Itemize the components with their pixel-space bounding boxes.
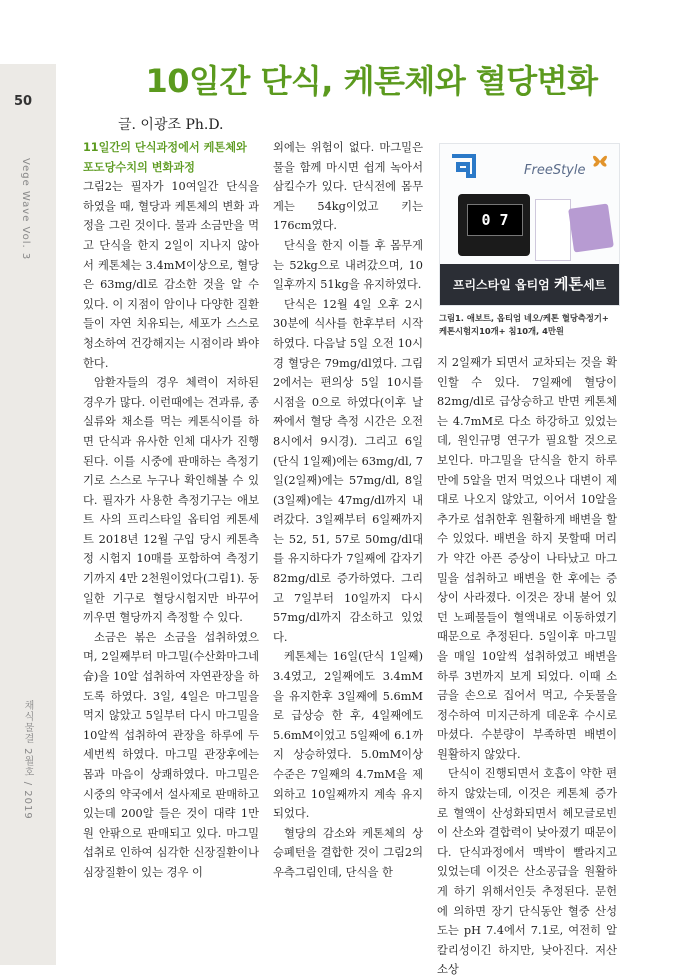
meter-display: 0 7	[467, 204, 523, 236]
subtitle-line-1: 11일간의 단식과정에서 케톤체와	[83, 141, 247, 154]
volume-label: Vege Wave Vol. 3	[20, 158, 31, 261]
paragraph: 단식이 진행되면서 호흡이 약한 편하지 않았는데, 이것은 케톤체 증가로 혈액이 산성화되면서 헤모글로빈이 산소와 결합력이 낮아졌기 때문이다. 단식과정에서 맥박이 빨라지고 있었는데 이것은 산소공급을 원활하게 하기 위해서인듯 추정된다. 문헌에 의하면 장기 단식동안 혈중 산성도는 pH 7.4에서 7.1로, 여전히 알칼리성이긴 하지만, 낮아진다. 저산소상	[437, 767, 617, 977]
caption-line-1: 그림1. 애보트, 옵티엄 네오/케톤 혈당측정기+	[439, 313, 609, 323]
author-byline: 글. 이광조 Ph.D.	[118, 117, 224, 133]
article-title: 10일간 단식, 케톤체와 혈당변화	[145, 62, 598, 100]
subtitle-line-2: 포도당수치의 변화과정	[83, 160, 195, 174]
butterfly-icon	[590, 152, 610, 170]
figure-product-photo	[439, 143, 620, 306]
column-1	[83, 138, 259, 883]
banner-suffix: 세트	[582, 278, 607, 292]
section-subtitle	[83, 138, 259, 177]
figure-caption	[439, 312, 629, 338]
banner-prefix: 프리스타일 옵티엄	[452, 278, 554, 292]
issue-label: 채식물결 2월호 / 2019	[22, 700, 33, 820]
test-strip-box	[535, 199, 571, 261]
paragraph: 암환자들의 경우 체력이 저하된 경우가 많다. 이런때에는 견과류, 종실류와 채소를 먹는 케톤식이를 하면 단식과 유사한 인체 대사가 진행된다. 이를 시중에 판매하는 측정기기로 스스로 누구나 확인해볼 수 있다. 필자가 사용한 측정기구는 애보트 사의 프리스타일 옵티엄 케톤세트 2018년 12월 구입 당시 케톤측정 시험지 10매를 포함하여 측정기기까지 4만 2천원이었다(그림1). 동일한 기구로 혈당시험지만 바꾸어 끼우면 혈당까지 측정할 수 있다.	[83, 376, 259, 625]
column-3	[437, 353, 617, 980]
paragraph: 외에는 위험이 없다. 마그밀은 물을 함께 마시면 쉽게 녹아서 삼킬수가 있다. 단식전에 몸무게는 54kg이었고 키는 176cm였다.	[273, 141, 423, 233]
banner-emphasis: 케톤	[553, 275, 583, 293]
abbott-logo	[450, 154, 476, 178]
paragraph: 단식은 12월 4일 오후 2시 30분에 식사를 한후부터 시작하였다. 다음날 5일 오전 10시경 혈당은 79mg/dl였다. 그림2에서는 편의상 5일 10시를 시점을 0으로 하였다(이후 날짜에서 혈당 측정 시간은 오전 8시에서 9시경). 그리고 6일(단식 1일째)에는 63mg/dl, 7일(2일째)에는 57mg/dl, 8일(3일째)에는 47mg/dl까지 내려갔다. 3일째부터 6일째까지는 52, 51, 57로 50mg/dl대를 유지하다가 7일째에 갑자기 82mg/dl로 증가하였다. 그리고 7일부터 10일까지 다시 57mg/dl까지 감소하고 있었다.	[273, 297, 423, 644]
paragraph: 단식을 한지 이틀 후 몸무게는 52kg으로 내려갔으며, 10일후까지 51kg을 유지하였다.	[273, 238, 423, 292]
margin-top	[0, 0, 56, 64]
paragraph: 그림2는 필자가 10여일간 단식을 하였을 때, 혈당과 케톤체의 변화 과정을 그린 것이다. 물과 소금만을 먹고 단식을 한지 2일이 지나지 않아서 케톤체는 3.4mM이상으로, 혈당은 63mg/dl로 감소한 것을 알 수 있다. 이 지점이 암이나 다양한 질환들이 자연 치유되는, 세포가 스스로 청소하여 건강해지는 시점이라 봐야 한다.	[83, 180, 259, 370]
test-strip-pack	[568, 203, 614, 252]
paragraph: 소금은 볶은 소금을 섭취하였으며, 2일째부터 마그밀(수산화마그네슘)을 10알 섭취하여 자연관장을 하도록 하였다. 3일, 4일은 마그밀을 먹지 않았고 5일부터 다시 마그밀을 10알씩 섭취하여 관장을 하루에 두세번씩 하였다. 마그밀 관장후에는 몸과 마음이 상쾌하였다. 마그밀은 시중의 약국에서 설사제로 판매하고 있는데 200알 들은 것이 대략 1만원 안팎으로 판매되고 있다. 마그밀섭취로 인하여 심각한 신장질환이나 심장질환이 있는 경우 이	[83, 630, 259, 879]
freestyle-brand: FreeStyle	[524, 163, 586, 178]
paragraph: 지 2일째가 되면서 교차되는 것을 확인할 수 있다. 7일째에 혈당이 82mg/dl로 급상승하고 반면 케톤체는 4.7mM로 다소 하강하고 있었는데, 원인규명 연구가 필요할 것으로 보인다. 마그밀을 단식을 한지 하루만에 5알을 먼저 먹었으나 대변이 제대로 나오지 않았고, 이어서 10알을 추가로 섭취한후 원활하게 배변을 할 수 있었다. 배변을 하지 못할때 머리가 약간 아픈 증상이 나타났고 마그밀을 섭취하고 배변을 한 후에는 증상이 사라졌다. 이것은 장내 붙어 있던 노폐물들이 혈액내로 이동하였기 때문으로 추정된다. 5일이후 마그밀을 매일 10알씩 섭취하였고 배변을 하루 3번까지 보게 되었다. 이때 소금을 손으로 집어서 먹고, 수돗물을 정수하여 미지근하게 데운후 수시로 마셨다. 수분량이 부족하면 배변이 원활하지 않았다.	[437, 356, 617, 761]
page-number: 50	[14, 94, 33, 109]
column-2	[273, 138, 423, 883]
paragraph: 혈당의 감소와 케톤체의 상승폐턴을 결합한 것이 그림2의 우측그림인데, 단식을 한	[273, 826, 423, 879]
caption-line-2: 케톤시험지10개+ 침10개, 4만원	[439, 326, 564, 336]
paragraph: 케톤체는 16일(단식 1일째) 3.4였고, 2일째에도 3.4mM을 유지한후 3일째에 5.6mM로 급상승 한 후, 4일째에도 5.6mM이었고 5일째에 6.1까지 상승하였다. 5.0mM이상 수준은 7일째의 4.7mM을 제외하고 10일째까지 계속 유지되었다.	[273, 650, 423, 821]
product-banner	[440, 264, 619, 305]
